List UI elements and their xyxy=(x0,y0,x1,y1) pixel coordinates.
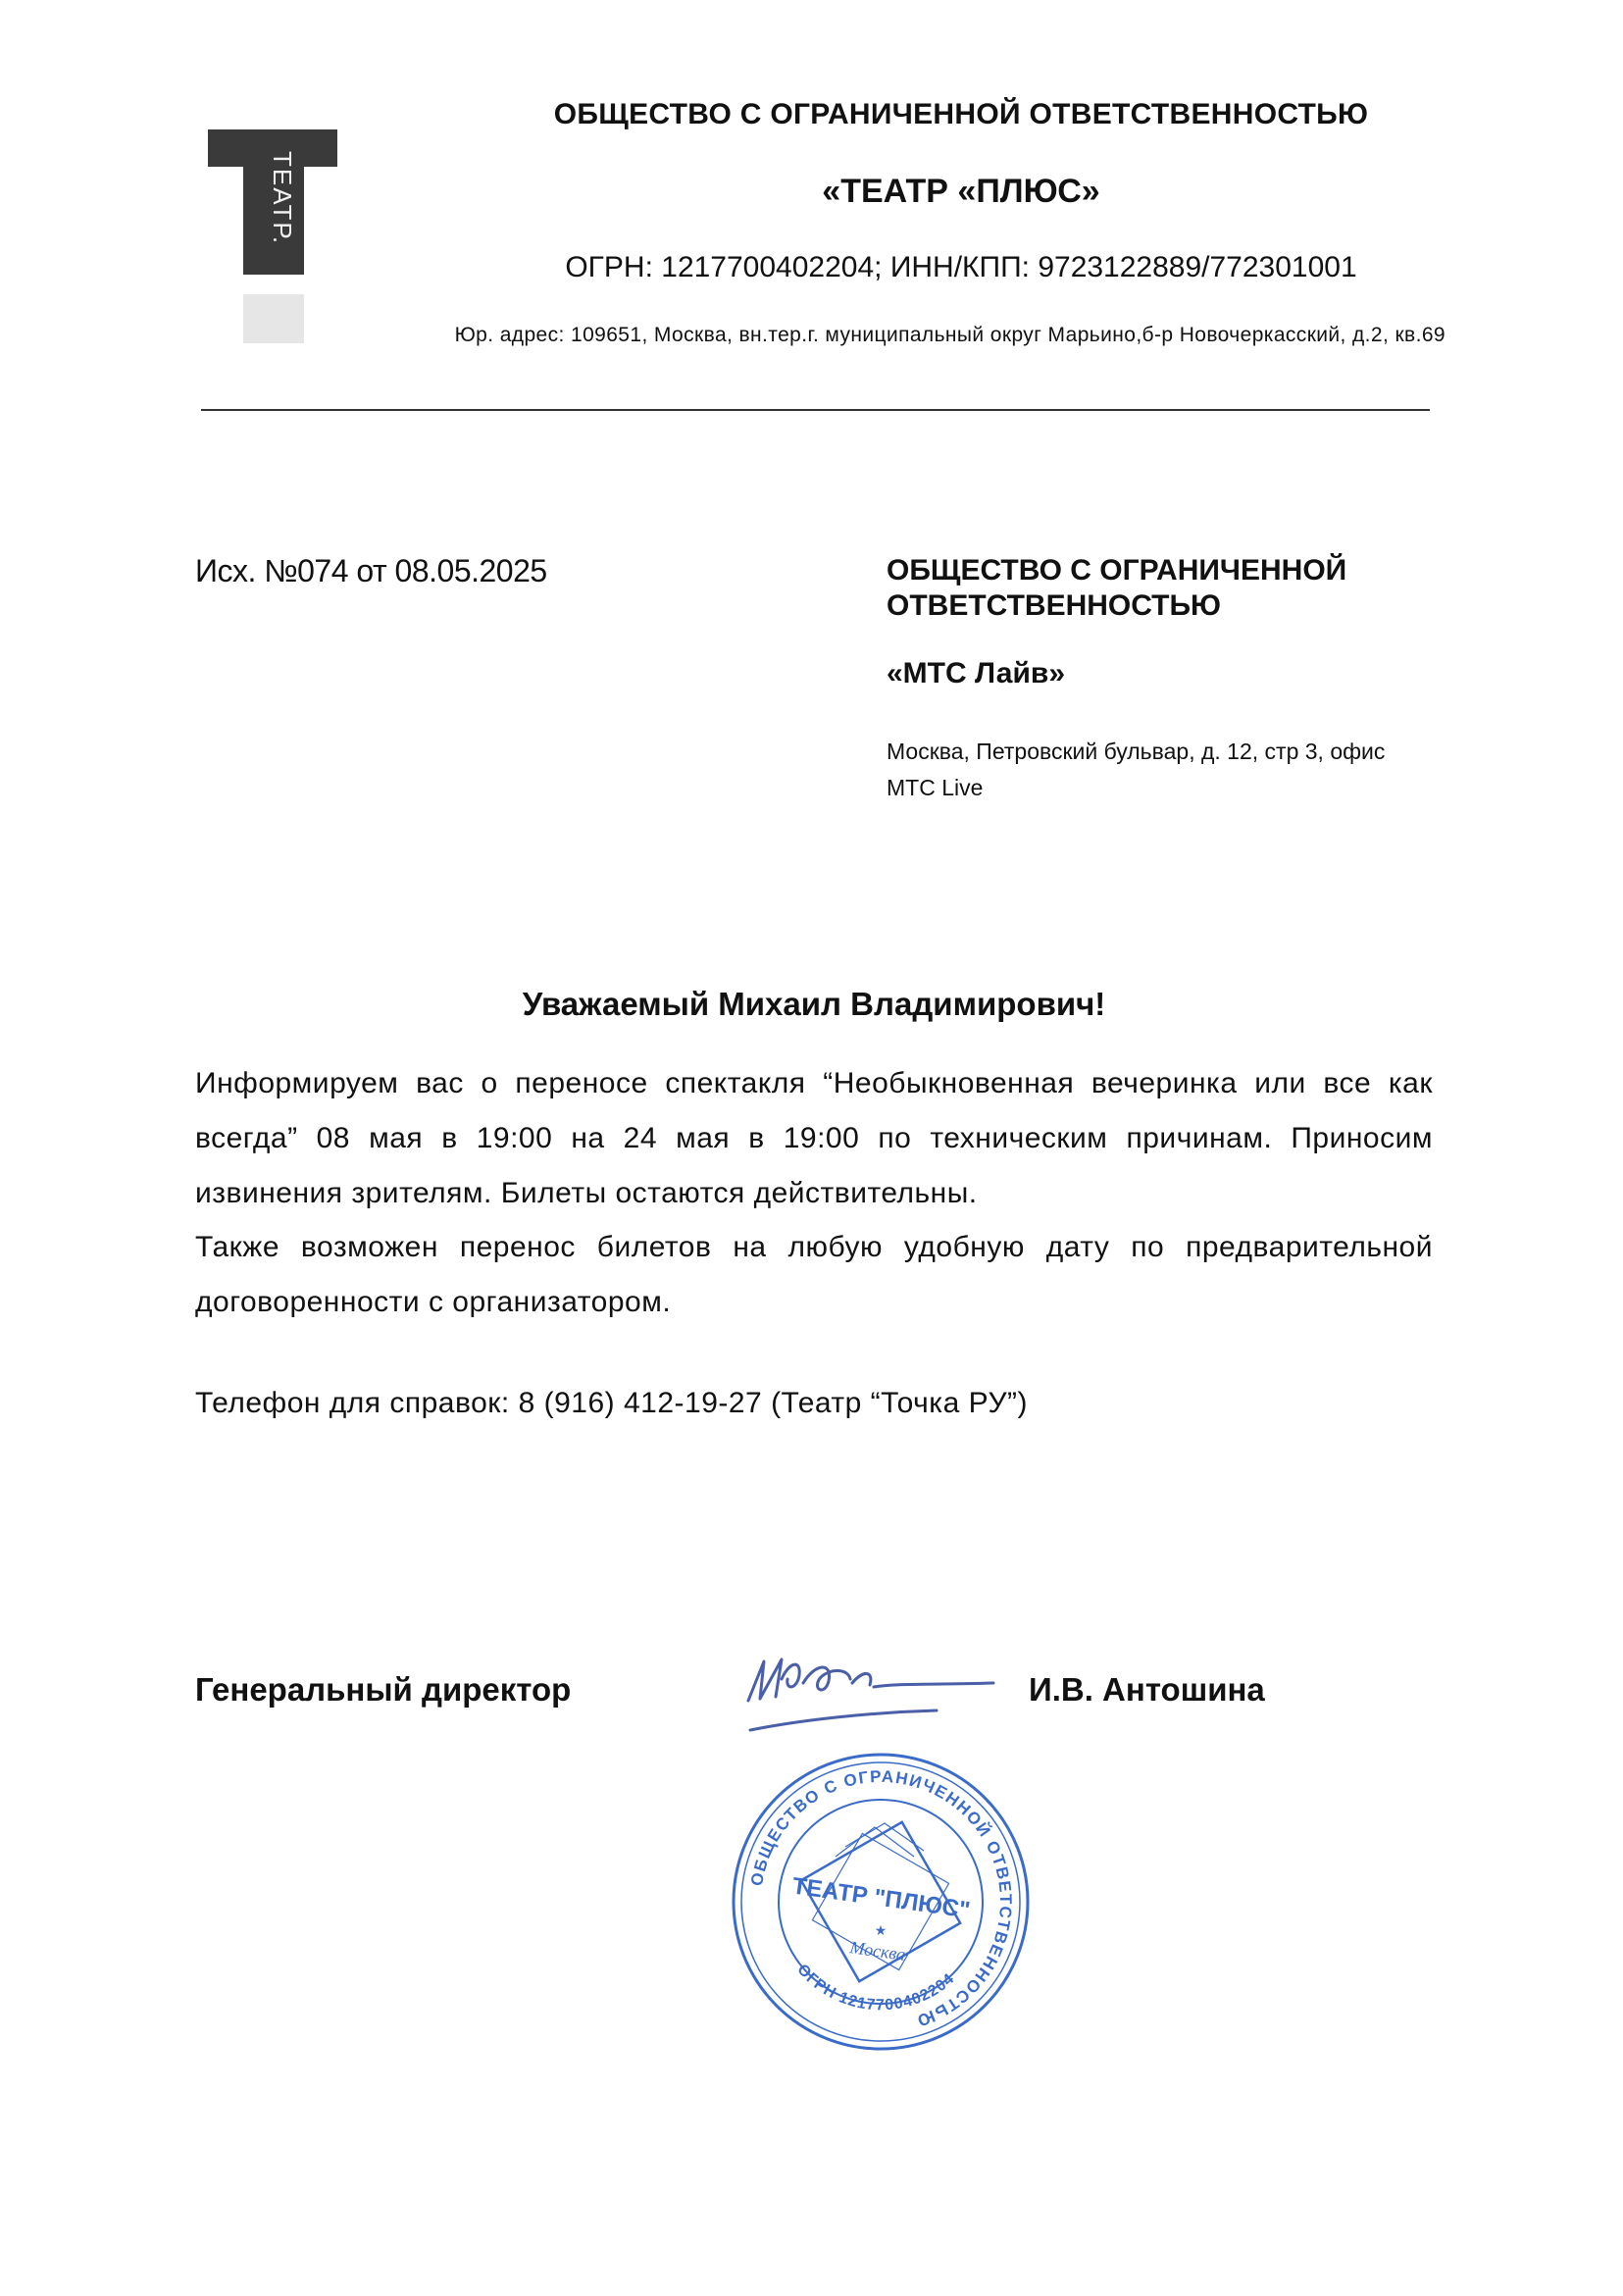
stamp-center-text: ТЕАТР "ПЛЮС" xyxy=(790,1872,972,1924)
recipient-address: Москва, Петровский бульвар, д. 12, стр 3, офис МТС Live xyxy=(887,739,1386,800)
stamp-star: ★ xyxy=(874,1922,888,1938)
company-stamp-icon xyxy=(728,1749,1034,2055)
signature-icon xyxy=(731,1640,1005,1748)
recipient-org-form: ОБЩЕСТВО С ОГРАНИЧЕННОЙ ОТВЕТСТВЕННОСТЬЮ xyxy=(887,554,1347,622)
signer-name: И.В. Антошина xyxy=(1029,1671,1265,1708)
org-ids: ОГРН: 1217700402204; ИНН/КПП: 9723122889/772301001 xyxy=(565,251,1357,283)
org-address: Юр. адрес: 109651, Москва, вн.тер.г. муниципальный округ Марьино,б-р Новочеркасский, д.2, кв.69 xyxy=(454,324,1445,346)
logo-text: ТЕАТР. xyxy=(268,151,297,246)
outgoing-reference: Исх. №074 от 08.05.2025 xyxy=(195,553,547,588)
stamp-city-text: Москва xyxy=(848,1937,907,1964)
greeting: Уважаемый Михаил Владимирович! xyxy=(522,986,1106,1022)
phone-line: Телефон для справок: 8 (916) 412-19-27 (Театр “Точка РУ”) xyxy=(195,1387,1028,1419)
org-name: «ТЕАТР «ПЛЮС» xyxy=(822,173,1100,210)
signer-position: Генеральный директор xyxy=(195,1671,572,1708)
header-divider xyxy=(201,409,1430,411)
stamp-ogrn-text: ОГРН 1217700402204 xyxy=(793,1961,958,2015)
recipient-org-name: «МТС Лайв» xyxy=(887,657,1066,689)
body-paragraph-1: Информируем вас о переносе спектакля “Необыкновенная вечеринка или все как всегда” 08 мая в 19:00 на 24 мая в 19:00 по техническим причинам. Приносим извинения зрителям. Билеты остаются действительны. xyxy=(195,1067,1433,1209)
teatr-logo-icon xyxy=(208,129,337,343)
stamp-ring-text: ОБЩЕСТВО С ОГРАНИЧЕННОЙ ОТВЕТСТВЕННОСТЬЮ xyxy=(746,1766,1016,2031)
org-form: ОБЩЕСТВО С ОГРАНИЧЕННОЙ ОТВЕТСТВЕННОСТЬЮ xyxy=(553,98,1369,130)
body-paragraph-2: Также возможен перенос билетов на любую удобную дату по предварительной договоренности с организатором. xyxy=(195,1231,1433,1318)
